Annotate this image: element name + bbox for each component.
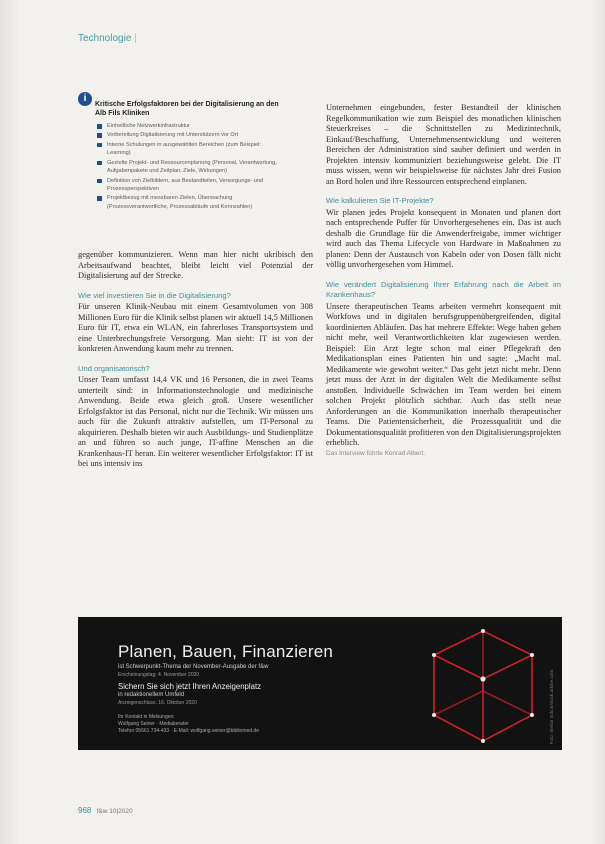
section-header	[78, 33, 137, 44]
interview-question: Wie kalkulieren Sie IT-Projekte?	[326, 196, 434, 205]
ad-deadline: Anzeigenschluss: 16. Oktober 2020	[118, 700, 197, 706]
list-item: Gezielte Projekt- und Ressourcenplanung (Personal, Verantwortung, Aufgabenpakete und Zeitplan, Ziele, Wirkungen)	[97, 159, 281, 176]
paragraph: Wir planen jedes Projekt konsequent in Monaten und planen dort nach entsprechende Puffer für Unvorhergesehenes ein. Das ist auch deshalb die Grundlage für die Anwenderfreigabe, immer wichtiger wird auch das Thema Lifecycle von Hardware in Maßnahmen zu planen: Denn der Austausch von Kabeln oder von Dosen fällt nicht völlig unvorhergesehen vom Himmel.	[326, 207, 561, 269]
page-number: 968	[78, 806, 92, 815]
paragraph: Für unseren Klinik-Neubau mit einem Gesamtvolumen von 308 Millionen Euro für die Klinik selbst planen wir aktuell 14,5 Millionen Euro für IT, etwa ein WLAN, ein fahrerloses Transportsystem und eine Unterbrechungsfreie Versorgung. Man sieht: IT ist von der konkreten Anwendung kaum mehr zu trennen.	[78, 302, 313, 353]
page-footer	[78, 806, 133, 815]
list-item: Einheitliche Netzwerkinfrastruktur	[97, 122, 281, 130]
list-item: Vorbereitung Digitalisierung mit Unterstützern vor Ort	[97, 131, 281, 139]
article-column-left	[78, 250, 313, 470]
info-box-title: Kritische Erfolgsfaktoren bei der Digitalisierung an den Alb Fils Kliniken	[95, 101, 279, 117]
info-icon: i	[78, 92, 92, 106]
list-item: Interne Schulungen in ausgewählten Bereichen (zum Beispiel: Learning)	[97, 141, 281, 158]
section-title: Technologie	[78, 33, 132, 44]
square-bullet-icon	[97, 124, 102, 129]
ad-contact-line: Ihr Kontakt in Melsungen:	[118, 714, 175, 720]
ad-subtitle: ist Schwerpunkt-Thema der November-Ausgabe der f&w	[118, 664, 269, 670]
square-bullet-icon	[97, 179, 102, 184]
interview-question: Wie verändert Digitalisierung Ihrer Erfahrung nach die Arbeit im Krankenhaus?	[326, 279, 561, 299]
ad-image-credit: Foto: Stefan Schurr/stock.adobe.com	[549, 669, 554, 744]
advertisement	[78, 617, 562, 750]
square-bullet-icon	[97, 143, 102, 148]
ad-title: Planen, Bauen, Finanzieren	[118, 642, 334, 661]
square-bullet-icon	[97, 161, 102, 166]
square-bullet-icon	[97, 133, 102, 138]
ad-call-to-action: Sichern Sie sich jetzt Ihren Anzeigenplatz	[118, 682, 262, 691]
paragraph: Unser Team umfasst 14,4 VK und 16 Personen, die in zwei Teams unterteilt sind: in Informationstechnologie und medizinische Anwendung. Beide etwa gleich groß. Unsere wesentlicher Erfolgsfaktor ist das Personal, nicht nur die Technik. Wir müssen uns auch für die Zukunft attraktiv aufstellen, um IT-Personal zu akquirieren. Deshalb bieten wir auch Ausbildungs- und Studienplätze an und führen so auch junge, IT-affine Menschen an die Krankenhaus-IT heran. Ein weiterer wesentlicher Erfolgsfaktor: IT ist bei uns intensiv ins	[78, 375, 313, 468]
ad-subtitle-note: Erscheinungstag: 4. November 2020	[118, 672, 200, 678]
list-item: Projektbezug mit messbaren Zielen, Überwachung (Prozessverantwortliche, Prozessabläufe und Kennzahlen)	[97, 194, 281, 211]
paragraph: gegenüber kommunizieren. Wenn man hier nicht ukribisch den Arbeitsaufwand beachtet, bleibt leicht viel Potenzial der Digitalisierung auf der Strecke.	[78, 250, 313, 280]
ad-call-note: in redaktionellem Umfeld	[118, 692, 185, 698]
ad-contact	[118, 714, 259, 735]
wireframe-cube-icon	[424, 625, 542, 747]
interview-question: Und organisatorisch?	[78, 363, 150, 373]
publication-name: f&w 10|2020	[96, 808, 133, 815]
square-bullet-icon	[97, 196, 102, 201]
ad-contact-line: Telefon 05661 734-433 · E-Mail: wolfgang.seiner@bibliomed.de	[118, 728, 259, 734]
ad-contact-line: Wolfgang Seiner · Mediaberater	[118, 721, 189, 727]
list-item: Definition von Zielbildern, aus Bestandteilen, Versorgungs- und Prozessperspektiven	[97, 177, 281, 194]
section-separator: |	[134, 33, 137, 44]
paragraph: Unternehmen eingebunden, fester Bestandteil der klinischen Regelkommunikation wie zum Beispiel des monatlichen klinischen Steuerkreises – die Schnittstellen zu Medizintechnik, Einkauf/Beschaffung, Unternehmensentwicklung und weiteren Bereichen der Administration sind sauber definiert und werden in Projekten intensiv kommuniziert beziehungsweise gelebt. Die IT muss wissen, wenn wir beispielsweise für nächstes Jahr drei Fusion an Bord holen und ihre Ressourcen entsprechend einplanen.	[326, 103, 561, 186]
paragraph: Unsere therapeutischen Teams arbeiten vermehrt konsequent mit Workfows und in digitalen berufsgruppenübergreifenden, digital koordinierten Abläufen. Das hat mehrere Effekte: Wege haben gehen nicht mehr, weil Verantwortlichkeiten klar zugewiesen werden. Beispiel: Ein Arzt legte schon mal einer Pflegekraft den Medikationsplan eines Patienten hin und sagte: „Macht mal. Medikamente wie gewohnt weiter.“ Das geht jetzt nicht mehr. Denn jetzt muss der Arzt in der digitalen Welt die Medikamente selbst anstoßen. Individuelle Schwächen im Team werden bei einem solchen Projekt plötzlich sichtbar. Auch das stellt neue Anforderungen an die Kommunikation innerhalb therapeutischer Teams. Die Patientensicherheit, die Prozessqualität und die Dokumentationsqualität profitieren von den Digitalisierungsprojekten erheblich.	[326, 301, 561, 447]
article-column-right	[326, 103, 561, 459]
interview-question: Wie viel investieren Sie in die Digitalisierung?	[78, 290, 231, 300]
info-box-list	[97, 122, 281, 212]
interview-credit: Das Interview führte Konrad Albert.	[326, 449, 426, 457]
